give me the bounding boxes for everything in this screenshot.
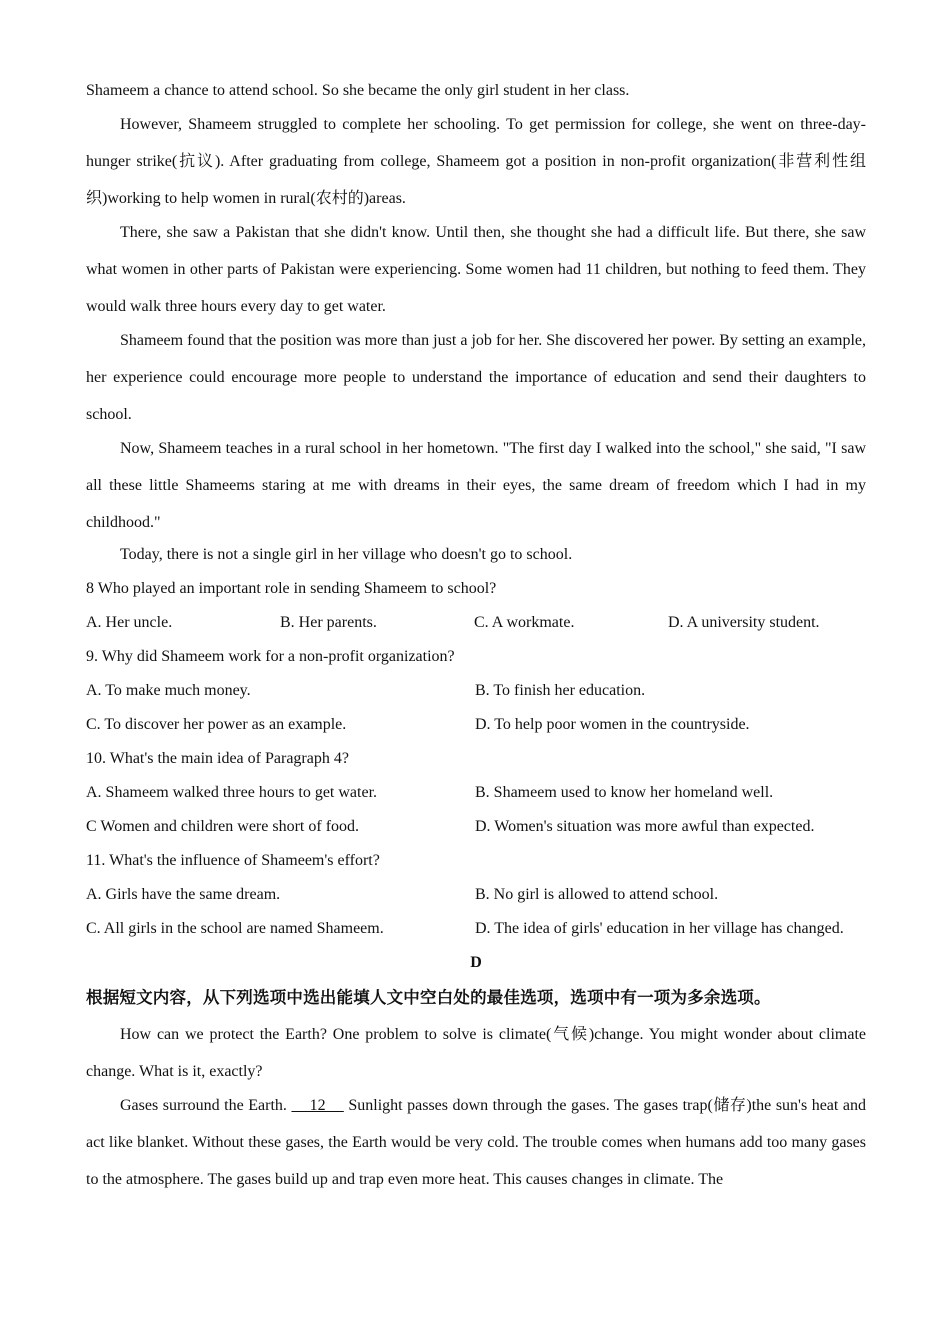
question-stem: 11. What's the influence of Shameem's effort? [86, 852, 380, 869]
question-stem: 9. Why did Shameem work for a non-profit organization? [86, 648, 455, 665]
question-options [86, 708, 866, 742]
paragraph: Today, there is not a single girl in her village who doesn't go to school. [120, 546, 573, 563]
question-options [86, 810, 866, 844]
paragraph [86, 1087, 866, 1198]
paragraph: Shameem found that the position was more than just a job for her. She discovered her power. By setting an example, her experience could encourage more people to understand the importance of education and send their daughters to school. [86, 332, 866, 423]
option: B. No girl is allowed to attend school. [475, 886, 719, 903]
paragraph: However, Shameem struggled to complete her schooling. To get permission for college, she went on three-day- hunger strike(抗议). After graduating from college, Shameem got a position in non-profit organization(非营利性组织)working to help women in rural(农村的)areas. [86, 116, 866, 207]
question-options [86, 674, 866, 708]
option: C Women and children were short of food. [86, 818, 360, 835]
paragraph-text: Sunlight passes down through the gases. The gases trap(储存)the sun's heat and act like blanket. Without these gases, the Earth would be very cold. The trouble comes when humans add too many gases to the atmosphere. The gases build up and trap even more heat. This causes changes in climate. The [86, 1097, 867, 1188]
option: A. To make much money. [86, 682, 251, 699]
option: D. To help poor women in the countryside. [475, 716, 750, 733]
option: C. All girls in the school are named Shameem. [86, 920, 384, 937]
blank-12: 12 [291, 1097, 344, 1114]
option: B. To finish her education. [475, 682, 646, 699]
document-page [86, 72, 866, 1198]
option: A. Girls have the same dream. [86, 886, 281, 903]
paragraph: Now, Shameem teaches in a rural school in her hometown. "The first day I walked into the school," she said, "I saw all these little Shameems staring at me with dreams in their eyes, the same dream of freedom which I had in my childhood." [86, 440, 866, 531]
paragraph: Shameem a chance to attend school. So she became the only girl student in her class. [86, 82, 630, 99]
question-options [86, 606, 866, 640]
question-options [86, 912, 866, 946]
option: D. Women's situation was more awful than expected. [475, 818, 815, 835]
option: A. Shameem walked three hours to get water. [86, 784, 378, 801]
option: D. The idea of girls' education in her village has changed. [475, 920, 844, 937]
question-options [86, 878, 866, 912]
option: C. A workmate. [474, 614, 575, 631]
option: C. To discover her power as an example. [86, 716, 347, 733]
question-options [86, 776, 866, 810]
paragraph-text: Gases surround the Earth. [120, 1097, 292, 1114]
question-stem: 10. What's the main idea of Paragraph 4? [86, 750, 349, 767]
paragraph: How can we protect the Earth? One problem to solve is climate(气候)change. You might wonder about climate change. What is it, exactly? [86, 1026, 866, 1080]
section-heading: D [470, 954, 482, 971]
option: D. A university student. [668, 614, 820, 631]
question-stem: 8 Who played an important role in sending Shameem to school? [86, 580, 497, 597]
option: B. Her parents. [280, 614, 377, 631]
paragraph: There, she saw a Pakistan that she didn't know. Until then, she thought she had a difficult life. But there, she saw what women in other parts of Pakistan were experiencing. Some women had 11 children, but nothing to feed them. They would walk three hours every day to get water. [86, 224, 866, 315]
section-instruction: 根据短文内容，从下列选项中选出能填人文中空白处的最佳选项，选项中有一项为多余选项。 [86, 988, 771, 1007]
option: B. Shameem used to know her homeland well. [475, 784, 774, 801]
option: A. Her uncle. [86, 614, 173, 631]
